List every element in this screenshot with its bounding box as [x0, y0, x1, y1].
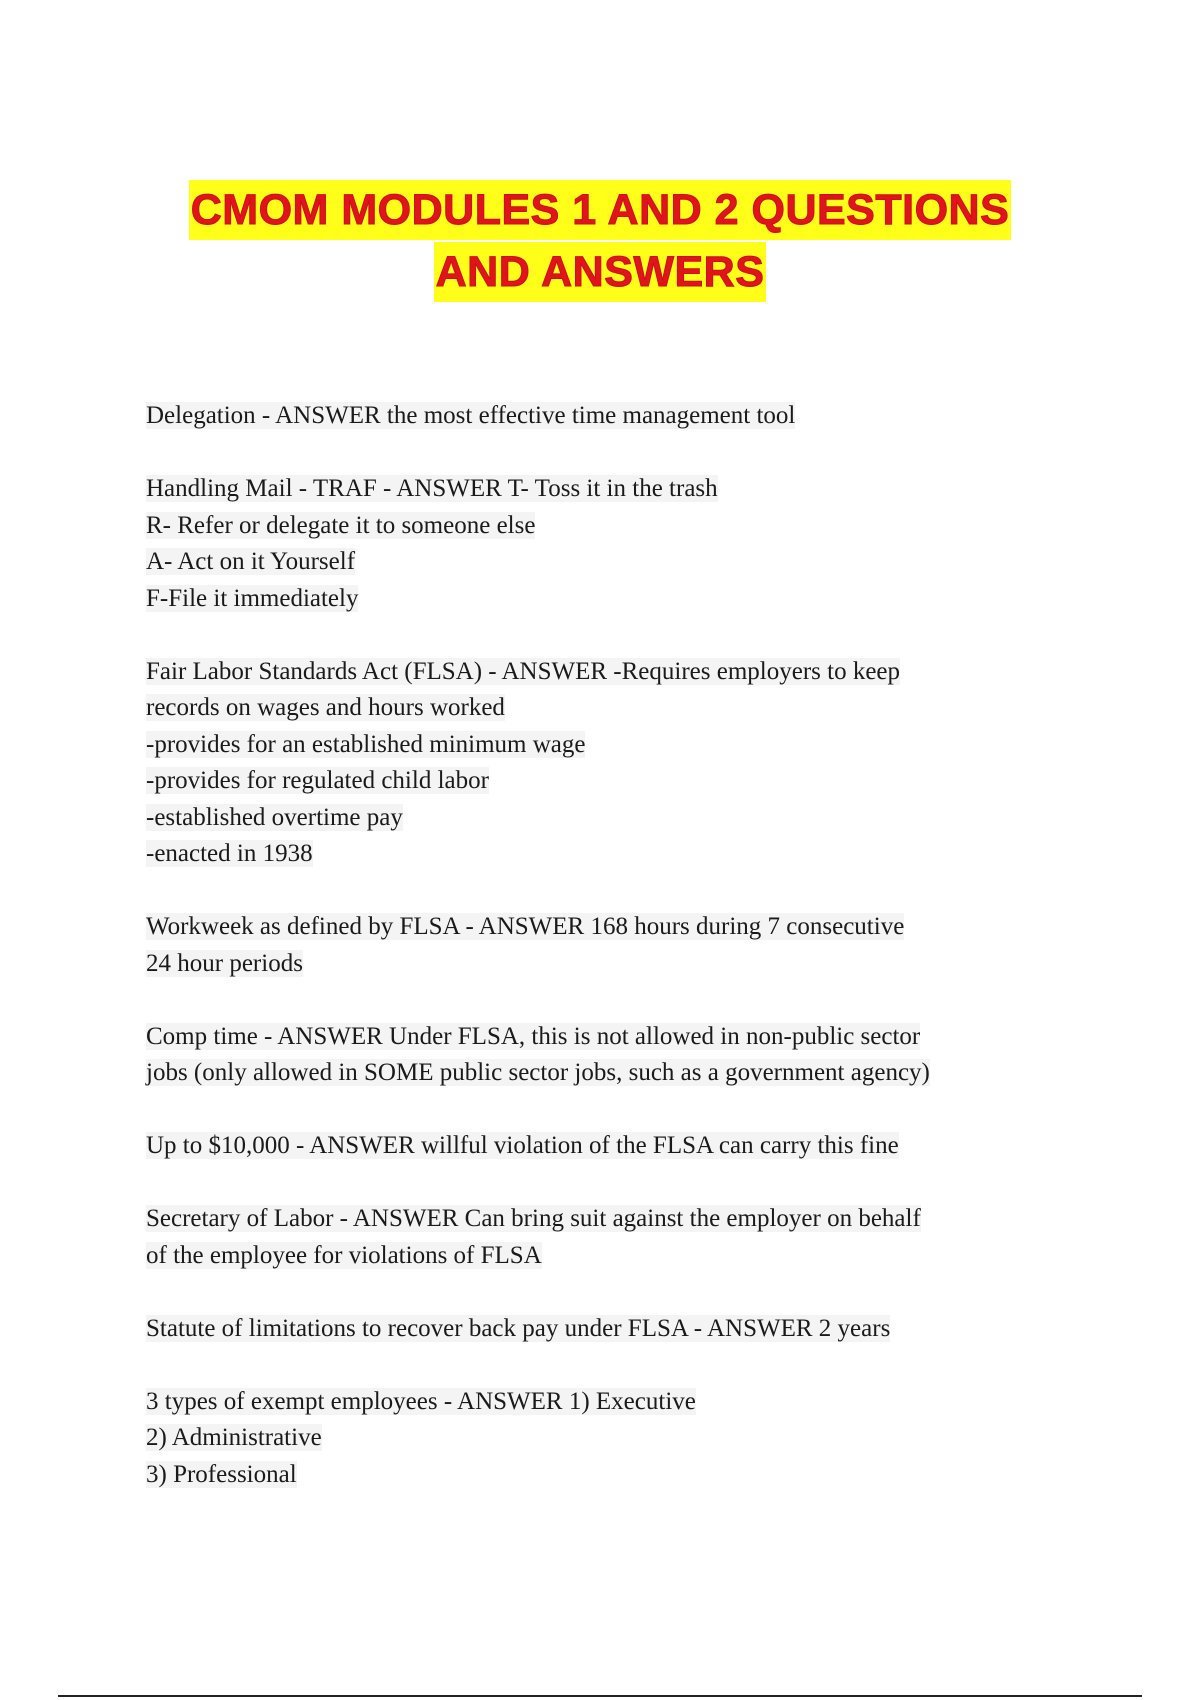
qa-line: Statute of limitations to recover back pay under FLSA - ANSWER 2 years — [146, 1314, 891, 1342]
qa-line: 3) Professional — [146, 1460, 297, 1488]
qa-line: -established overtime pay — [146, 803, 403, 831]
qa-line: of the employee for violations of FLSA — [146, 1241, 542, 1269]
qa-list — [146, 398, 1046, 1530]
qa-item — [146, 1128, 1046, 1165]
qa-line: Secretary of Labor - ANSWER Can bring suit against the employer on behalf — [146, 1205, 921, 1232]
qa-line: F-File it immediately — [146, 584, 359, 612]
qa-line: -provides for regulated child labor — [146, 767, 489, 794]
qa-item — [146, 1384, 1046, 1494]
footer-divider — [58, 1695, 1142, 1697]
qa-item — [146, 398, 1046, 435]
title-line: CMOM MODULES 1 AND 2 QUESTIONS — [189, 180, 1012, 240]
qa-line: -enacted in 1938 — [146, 840, 313, 867]
qa-line: Delegation - ANSWER the most effective time management tool — [146, 402, 796, 429]
qa-line: 24 hour periods — [146, 949, 303, 977]
qa-line: 3 types of exempt employees - ANSWER 1) Executive — [146, 1387, 696, 1415]
document-title — [0, 180, 1200, 302]
title-line: AND ANSWERS — [434, 242, 767, 302]
qa-line: Comp time - ANSWER Under FLSA, this is not allowed in non-public sector — [146, 1022, 921, 1050]
qa-line: Workweek as defined by FLSA - ANSWER 168 hours during 7 consecutive — [146, 913, 905, 940]
qa-item — [146, 1201, 1046, 1274]
qa-item — [146, 1311, 1046, 1348]
qa-line: Fair Labor Standards Act (FLSA) - ANSWER -Requires employers to keep — [146, 657, 901, 685]
qa-line: -provides for an established minimum wage — [146, 730, 586, 758]
qa-item — [146, 909, 1046, 982]
qa-line: records on wages and hours worked — [146, 694, 505, 721]
qa-line: jobs (only allowed in SOME public sector jobs, such as a government agency) — [146, 1059, 930, 1086]
qa-item — [146, 1019, 1046, 1092]
qa-line: Up to $10,000 - ANSWER willful violation of the FLSA can carry this fine — [146, 1132, 899, 1159]
qa-line: Handling Mail - TRAF - ANSWER T- Toss it in the trash — [146, 475, 718, 502]
qa-item — [146, 471, 1046, 617]
qa-line: A- Act on it Yourself — [146, 548, 356, 575]
qa-line: R- Refer or delegate it to someone else — [146, 511, 536, 539]
qa-line: 2) Administrative — [146, 1424, 322, 1451]
qa-item — [146, 654, 1046, 873]
